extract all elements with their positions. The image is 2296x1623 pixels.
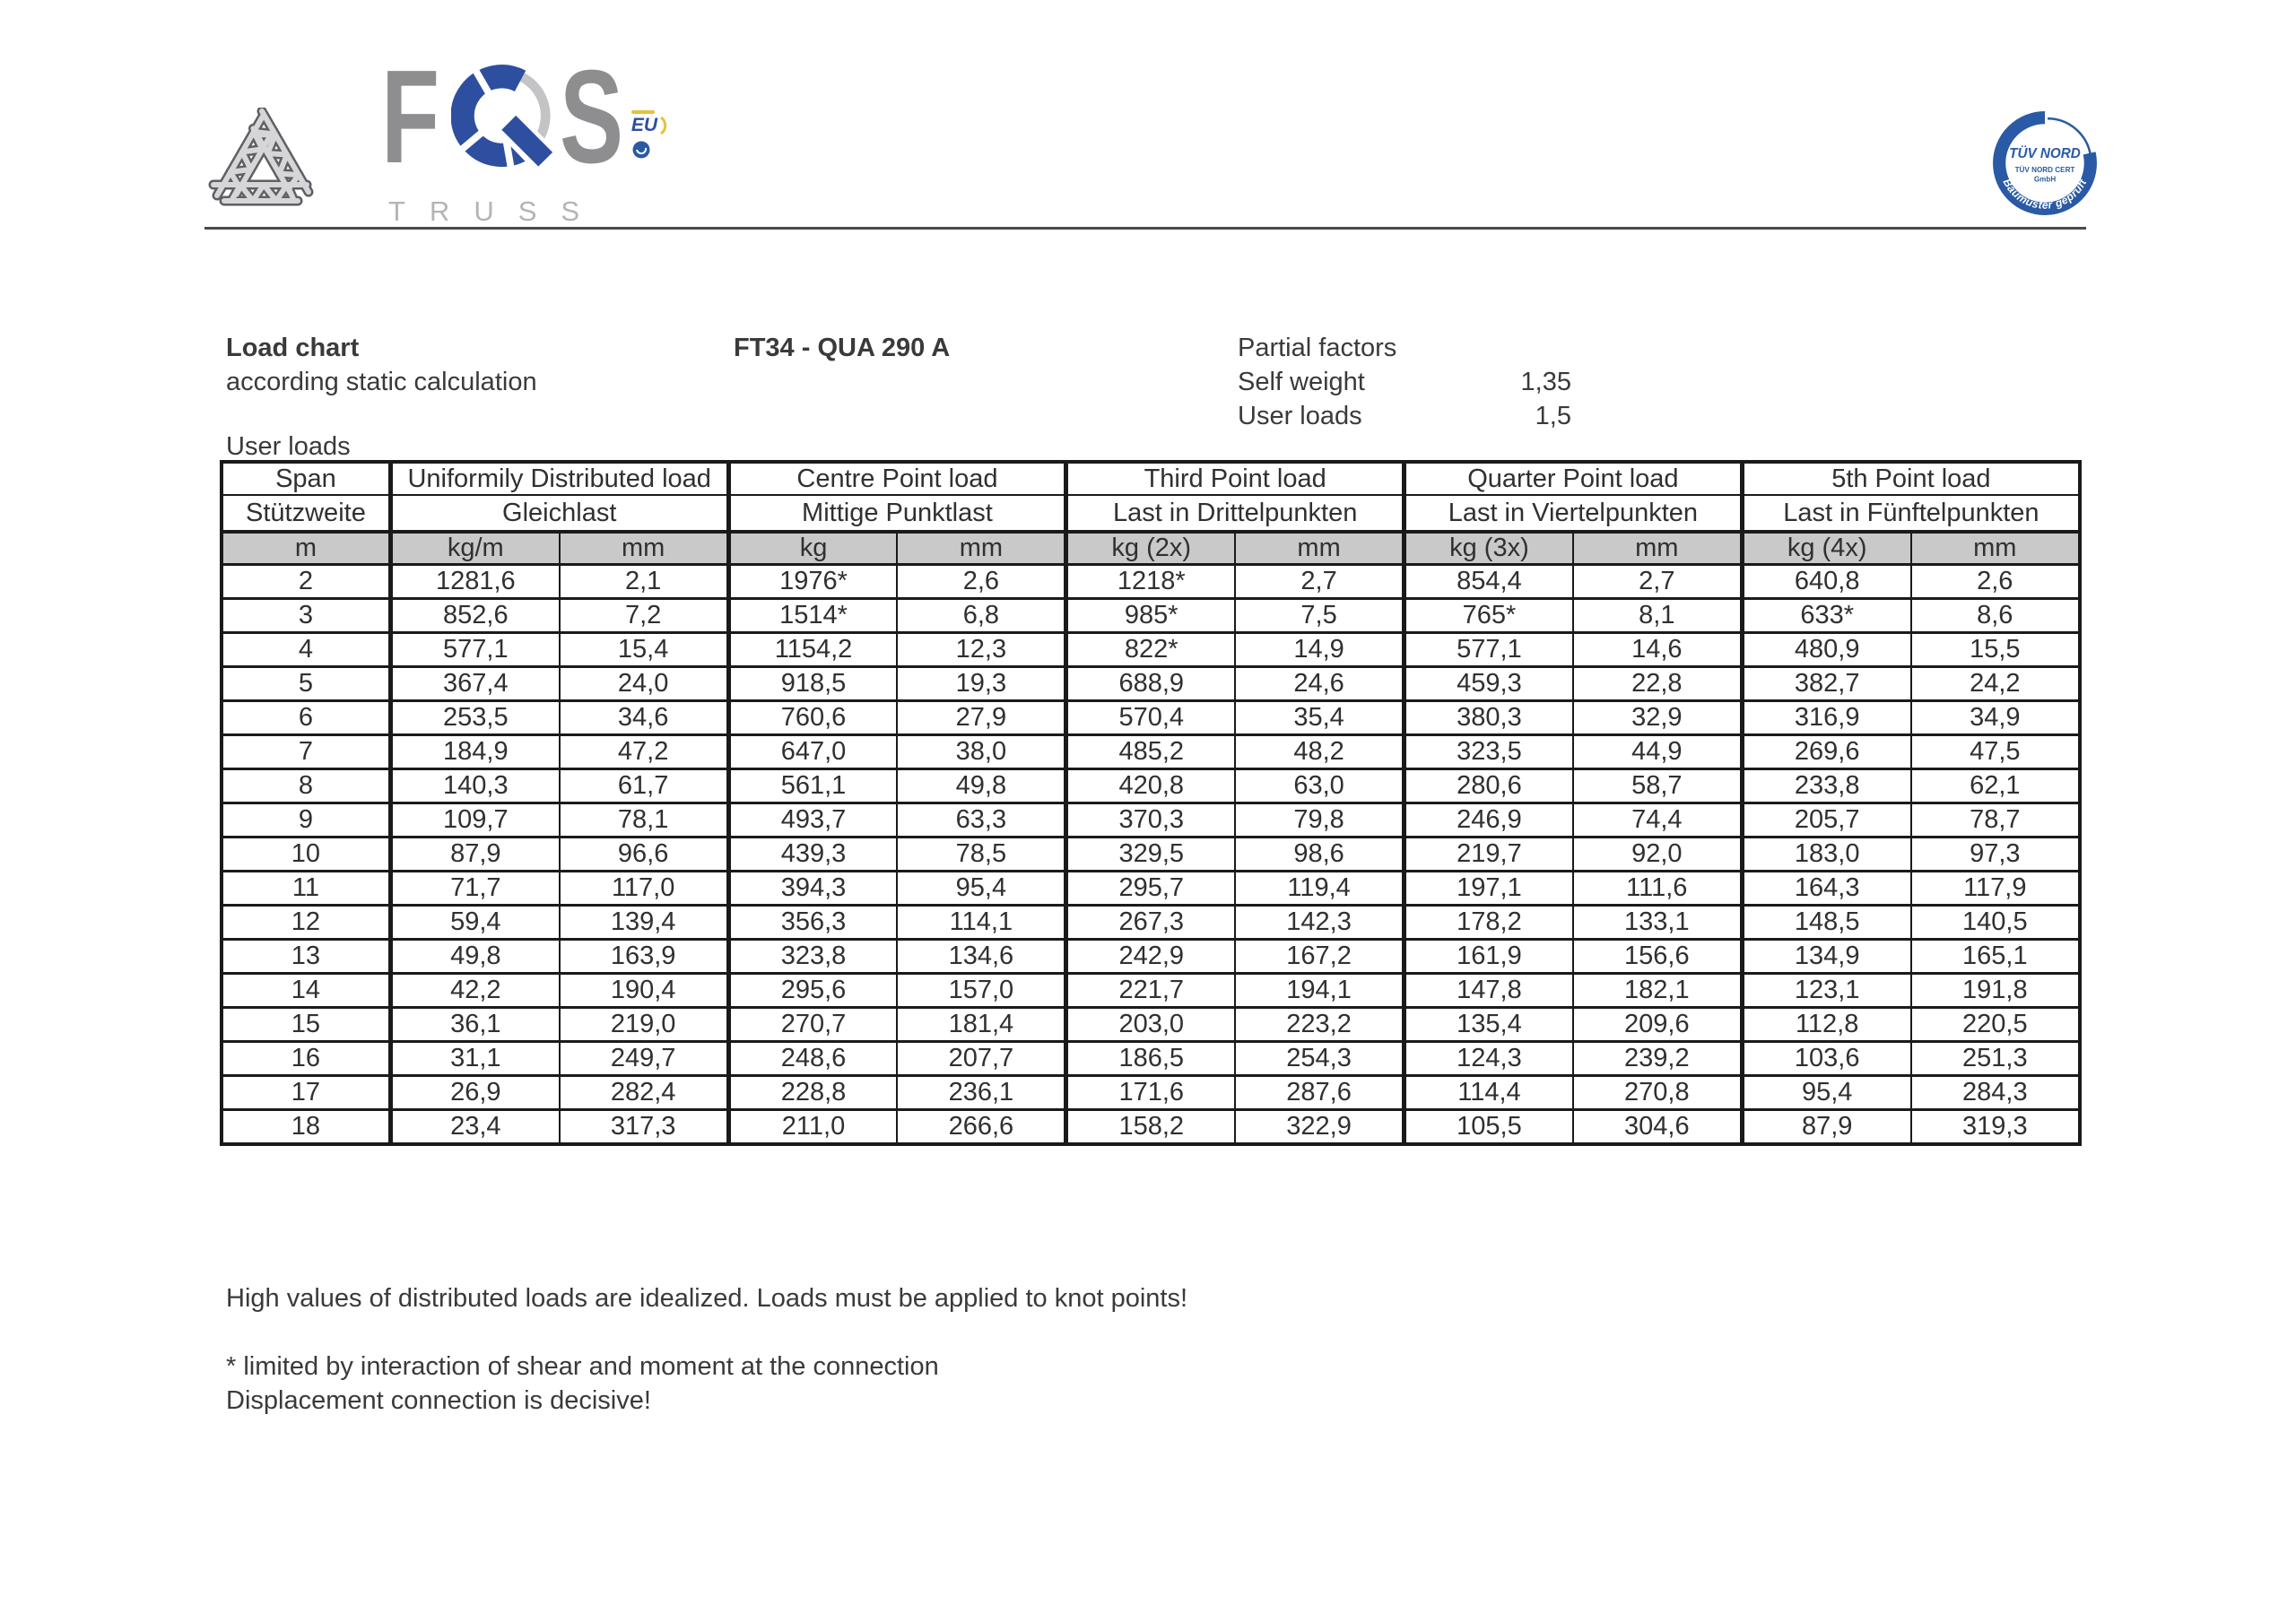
table-cell: 27,9	[897, 701, 1065, 735]
table-cell: 2,6	[897, 565, 1065, 599]
load-chart-table	[220, 460, 2082, 1146]
table-row	[222, 1008, 2080, 1042]
table-row	[222, 872, 2080, 906]
fqs-q-ring-icon	[451, 58, 558, 177]
table-cell: 63,3	[897, 803, 1065, 838]
column-group-label-en: Uniformily Distributed load	[390, 462, 728, 495]
table-cell: 1154,2	[728, 633, 897, 667]
table-cell: 287,6	[1235, 1076, 1404, 1110]
table-cell: 63,0	[1235, 769, 1404, 803]
table-cell: 178,2	[1405, 906, 1573, 940]
made-in-strip	[631, 110, 655, 114]
table-cell: 167,2	[1235, 940, 1404, 974]
table-cell: 74,4	[1573, 803, 1742, 838]
table-cell: 12,3	[897, 633, 1065, 667]
table-cell: 640,8	[1742, 565, 1910, 599]
table-cell: 295,6	[728, 974, 897, 1008]
table-cell: 105,5	[1405, 1110, 1573, 1144]
table-cell: 17	[222, 1076, 390, 1110]
note-idealized: High values of distributed loads are idealized. Loads must be applied to knot points!	[226, 1284, 1188, 1313]
table-cell: 15	[222, 1008, 390, 1042]
table-cell: 197,1	[1405, 872, 1573, 906]
table-cell: 688,9	[1066, 667, 1235, 701]
table-cell: 284,3	[1911, 1076, 2080, 1110]
header-divider	[204, 227, 2086, 230]
table-cell: 3	[222, 599, 390, 633]
tuv-badge-cert: TÜV NORD CERT	[2014, 166, 2075, 175]
table-cell: 221,7	[1066, 974, 1235, 1008]
table-cell: 223,2	[1235, 1008, 1404, 1042]
table-cell: 323,5	[1405, 735, 1573, 769]
table-cell: 164,3	[1742, 872, 1910, 906]
table-cell: 16	[222, 1042, 390, 1076]
table-cell: 13	[222, 940, 390, 974]
column-group-label-de: Stützweite	[222, 495, 390, 532]
table-cell: 577,1	[1405, 633, 1573, 667]
table-cell: 219,0	[560, 1008, 728, 1042]
table-row	[222, 1110, 2080, 1144]
column-unit-label: m	[222, 532, 390, 565]
table-cell: 31,1	[390, 1042, 559, 1076]
table-cell: 133,1	[1573, 906, 1742, 940]
column-unit-label: kg	[728, 532, 897, 565]
table-cell: 577,1	[390, 633, 559, 667]
table-cell: 246,9	[1405, 803, 1573, 838]
table-cell: 459,3	[1405, 667, 1573, 701]
table-cell: 96,6	[560, 838, 728, 872]
table-cell: 117,0	[560, 872, 728, 906]
table-cell: 163,9	[560, 940, 728, 974]
table-cell: 148,5	[1742, 906, 1910, 940]
table-cell: 134,9	[1742, 940, 1910, 974]
table-cell: 14,9	[1235, 633, 1404, 667]
table-cell: 123,1	[1742, 974, 1910, 1008]
table-cell: 1281,6	[390, 565, 559, 599]
table-cell: 561,1	[728, 769, 897, 803]
user-loads-value: 1,5	[1535, 402, 1571, 430]
table-cell: 239,2	[1573, 1042, 1742, 1076]
table-cell: 48,2	[1235, 735, 1404, 769]
note-asterisk: * limited by interaction of shear and moment at the connection	[226, 1352, 939, 1381]
column-group-label-de: Gleichlast	[390, 495, 728, 532]
table-cell: 382,7	[1742, 667, 1910, 701]
table-cell: 1514*	[728, 599, 897, 633]
table-row	[222, 735, 2080, 769]
column-group-label-de: Last in Fünftelpunkten	[1742, 495, 2080, 532]
table-cell: 24,0	[560, 667, 728, 701]
table-cell: 158,2	[1066, 1110, 1235, 1144]
table-cell: 317,3	[560, 1110, 728, 1144]
table-header-row-en	[222, 462, 2080, 495]
table-cell: 380,3	[1405, 701, 1573, 735]
page-subtitle: according static calculation	[226, 368, 537, 396]
column-group-label-de: Mittige Punktlast	[728, 495, 1066, 532]
table-cell: 190,4	[560, 974, 728, 1008]
table-cell: 182,1	[1573, 974, 1742, 1008]
table-cell: 112,8	[1742, 1008, 1910, 1042]
table-cell: 251,3	[1911, 1042, 2080, 1076]
table-cell: 142,3	[1235, 906, 1404, 940]
table-row	[222, 974, 2080, 1008]
table-cell: 36,1	[390, 1008, 559, 1042]
fqs-truss-logo	[381, 43, 668, 227]
table-cell: 23,4	[390, 1110, 559, 1144]
table-cell: 322,9	[1235, 1110, 1404, 1144]
table-cell: 124,3	[1405, 1042, 1573, 1076]
table-cell: 233,8	[1742, 769, 1910, 803]
table-cell: 7,5	[1235, 599, 1404, 633]
table-cell: 34,9	[1911, 701, 2080, 735]
table-cell: 269,6	[1742, 735, 1910, 769]
table-cell: 367,4	[390, 667, 559, 701]
table-cell: 117,9	[1911, 872, 2080, 906]
table-cell: 49,8	[897, 769, 1065, 803]
column-group-label-de: Last in Drittelpunkten	[1066, 495, 1405, 532]
table-cell: 323,8	[728, 940, 897, 974]
table-cell: 32,9	[1573, 701, 1742, 735]
table-row	[222, 667, 2080, 701]
table-cell: 42,2	[390, 974, 559, 1008]
table-cell: 92,0	[1573, 838, 1742, 872]
table-cell: 114,1	[897, 906, 1065, 940]
table-header-row-de	[222, 495, 2080, 532]
column-group-label-en: Quarter Point load	[1405, 462, 1743, 495]
table-cell: 47,5	[1911, 735, 2080, 769]
table-cell: 44,9	[1573, 735, 1742, 769]
table-cell: 161,9	[1405, 940, 1573, 974]
self-weight-value: 1,35	[1520, 368, 1571, 396]
table-cell: 1976*	[728, 565, 897, 599]
table-cell: 8,6	[1911, 599, 2080, 633]
table-cell: 633*	[1742, 599, 1910, 633]
table-cell: 140,5	[1911, 906, 2080, 940]
table-row	[222, 599, 2080, 633]
column-group-label-en: Centre Point load	[728, 462, 1066, 495]
table-cell: 280,6	[1405, 769, 1573, 803]
column-unit-label: mm	[1235, 532, 1404, 565]
table-cell: 282,4	[560, 1076, 728, 1110]
table-cell: 219,7	[1405, 838, 1573, 872]
table-cell: 62,1	[1911, 769, 2080, 803]
table-row	[222, 1042, 2080, 1076]
column-unit-label: kg/m	[390, 532, 559, 565]
table-cell: 1218*	[1066, 565, 1235, 599]
table-cell: 22,8	[1573, 667, 1742, 701]
table-cell: 319,3	[1911, 1110, 2080, 1144]
eu-crescent-icon	[659, 116, 668, 135]
table-cell: 207,7	[897, 1042, 1065, 1076]
table-cell: 114,4	[1405, 1076, 1573, 1110]
note-displacement: Displacement connection is decisive!	[226, 1386, 651, 1415]
table-cell: 194,1	[1235, 974, 1404, 1008]
table-cell: 140,3	[390, 769, 559, 803]
eu-label: EU	[631, 115, 657, 135]
table-row	[222, 701, 2080, 735]
table-cell: 6	[222, 701, 390, 735]
table-cell: 135,4	[1405, 1008, 1573, 1042]
column-unit-label: mm	[1573, 532, 1742, 565]
column-group-label-en: Span	[222, 462, 390, 495]
table-row	[222, 803, 2080, 838]
table-cell: 95,4	[897, 872, 1065, 906]
table-cell: 111,6	[1573, 872, 1742, 906]
table-cell: 8	[222, 769, 390, 803]
table-cell: 47,2	[560, 735, 728, 769]
table-cell: 270,8	[1573, 1076, 1742, 1110]
table-cell: 220,5	[1911, 1008, 2080, 1042]
product-code: FT34 - QUA 290 A	[734, 334, 951, 362]
tuv-nord-badge-icon	[1991, 109, 2099, 217]
table-cell: 242,9	[1066, 940, 1235, 974]
table-cell: 7	[222, 735, 390, 769]
truss-triangle-logo-icon	[203, 108, 323, 217]
eu-mini-badge-icon	[631, 140, 651, 160]
table-cell: 103,6	[1742, 1042, 1910, 1076]
table-cell: 24,6	[1235, 667, 1404, 701]
page-title: Load chart	[226, 334, 360, 362]
table-row	[222, 633, 2080, 667]
table-cell: 248,6	[728, 1042, 897, 1076]
table-cell: 165,1	[1911, 940, 2080, 974]
table-row	[222, 940, 2080, 974]
table-row	[222, 906, 2080, 940]
table-cell: 647,0	[728, 735, 897, 769]
column-unit-label: mm	[560, 532, 728, 565]
table-cell: 203,0	[1066, 1008, 1235, 1042]
table-cell: 316,9	[1742, 701, 1910, 735]
table-cell: 38,0	[897, 735, 1065, 769]
table-cell: 918,5	[728, 667, 897, 701]
table-cell: 14	[222, 974, 390, 1008]
tuv-badge-title: TÜV NORD	[2009, 145, 2081, 161]
table-cell: 98,6	[1235, 838, 1404, 872]
table-cell: 78,1	[560, 803, 728, 838]
table-cell: 7,2	[560, 599, 728, 633]
table-cell: 34,6	[560, 701, 728, 735]
table-cell: 186,5	[1066, 1042, 1235, 1076]
table-cell: 209,6	[1573, 1008, 1742, 1042]
table-cell: 854,4	[1405, 565, 1573, 599]
column-unit-label: kg (4x)	[1742, 532, 1910, 565]
table-cell: 49,8	[390, 940, 559, 974]
table-row	[222, 1076, 2080, 1110]
table-cell: 87,9	[1742, 1110, 1910, 1144]
table-cell: 270,7	[728, 1008, 897, 1042]
column-unit-label: kg (3x)	[1405, 532, 1573, 565]
table-cell: 97,3	[1911, 838, 2080, 872]
column-group-label-de: Last in Viertelpunkten	[1405, 495, 1743, 532]
table-cell: 61,7	[560, 769, 728, 803]
user-loads-label: User loads	[1238, 402, 1362, 430]
table-cell: 211,0	[728, 1110, 897, 1144]
table-cell: 2,6	[1911, 565, 2080, 599]
truss-wordmark: TRUSS	[388, 195, 604, 227]
column-unit-label: mm	[1911, 532, 2080, 565]
table-cell: 329,5	[1066, 838, 1235, 872]
table-cell: 205,7	[1742, 803, 1910, 838]
table-body	[222, 565, 2080, 1144]
column-unit-label: mm	[897, 532, 1065, 565]
table-cell: 71,7	[390, 872, 559, 906]
table-cell: 156,6	[1573, 940, 1742, 974]
table-cell: 6,8	[897, 599, 1065, 633]
table-cell: 2,1	[560, 565, 728, 599]
table-cell: 109,7	[390, 803, 559, 838]
table-cell: 119,4	[1235, 872, 1404, 906]
table-cell: 78,7	[1911, 803, 2080, 838]
table-cell: 15,4	[560, 633, 728, 667]
table-cell: 493,7	[728, 803, 897, 838]
table-cell: 157,0	[897, 974, 1065, 1008]
table-cell: 370,3	[1066, 803, 1235, 838]
table-cell: 26,9	[390, 1076, 559, 1110]
table-cell: 420,8	[1066, 769, 1235, 803]
table-cell: 485,2	[1066, 735, 1235, 769]
table-cell: 267,3	[1066, 906, 1235, 940]
table-cell: 304,6	[1573, 1110, 1742, 1144]
table-cell: 480,9	[1742, 633, 1910, 667]
table-cell: 9	[222, 803, 390, 838]
table-row	[222, 565, 2080, 599]
table-cell: 147,8	[1405, 974, 1573, 1008]
table-cell: 139,4	[560, 906, 728, 940]
table-cell: 765*	[1405, 599, 1573, 633]
table-cell: 2	[222, 565, 390, 599]
table-cell: 59,4	[390, 906, 559, 940]
table-cell: 236,1	[897, 1076, 1065, 1110]
tuv-badge-curved-text: Baumuster geprüft	[2000, 176, 2090, 212]
table-cell: 15,5	[1911, 633, 2080, 667]
table-cell: 2,7	[1235, 565, 1404, 599]
table-cell: 18	[222, 1110, 390, 1144]
table-cell: 394,3	[728, 872, 897, 906]
table-cell: 2,7	[1573, 565, 1742, 599]
table-cell: 191,8	[1911, 974, 2080, 1008]
table-cell: 253,5	[390, 701, 559, 735]
table-cell: 95,4	[1742, 1076, 1910, 1110]
table-cell: 254,3	[1235, 1042, 1404, 1076]
fqs-letter-s: S	[559, 43, 623, 191]
table-cell: 87,9	[390, 838, 559, 872]
table-cell: 78,5	[897, 838, 1065, 872]
table-cell: 295,7	[1066, 872, 1235, 906]
column-unit-label: kg (2x)	[1066, 532, 1235, 565]
table-cell: 10	[222, 838, 390, 872]
table-cell: 356,3	[728, 906, 897, 940]
table-cell: 439,3	[728, 838, 897, 872]
table-cell: 822*	[1066, 633, 1235, 667]
self-weight-label: Self weight	[1238, 368, 1365, 396]
table-units-row	[222, 532, 2080, 565]
column-group-label-en: Third Point load	[1066, 462, 1405, 495]
table-cell: 985*	[1066, 599, 1235, 633]
table-cell: 570,4	[1066, 701, 1235, 735]
fqs-letter-f: F	[381, 43, 440, 191]
table-cell: 35,4	[1235, 701, 1404, 735]
table-cell: 760,6	[728, 701, 897, 735]
table-cell: 24,2	[1911, 667, 2080, 701]
column-group-label-en: 5th Point load	[1742, 462, 2080, 495]
table-cell: 228,8	[728, 1076, 897, 1110]
table-row	[222, 838, 2080, 872]
table-caption: User loads	[226, 432, 351, 461]
table-cell: 181,4	[897, 1008, 1065, 1042]
table-cell: 8,1	[1573, 599, 1742, 633]
table-cell: 4	[222, 633, 390, 667]
table-cell: 5	[222, 667, 390, 701]
table-cell: 183,0	[1742, 838, 1910, 872]
table-cell: 58,7	[1573, 769, 1742, 803]
table-cell: 266,6	[897, 1110, 1065, 1144]
table-cell: 11	[222, 872, 390, 906]
table-cell: 184,9	[390, 735, 559, 769]
table-cell: 14,6	[1573, 633, 1742, 667]
table-cell: 79,8	[1235, 803, 1404, 838]
table-cell: 171,6	[1066, 1076, 1235, 1110]
table-cell: 12	[222, 906, 390, 940]
table-cell: 134,6	[897, 940, 1065, 974]
table-cell: 19,3	[897, 667, 1065, 701]
eu-mark	[631, 110, 668, 160]
table-row	[222, 769, 2080, 803]
tuv-badge-gmbh: GmbH	[2033, 175, 2057, 184]
table-cell: 249,7	[560, 1042, 728, 1076]
table-cell: 852,6	[390, 599, 559, 633]
partial-factors-label: Partial factors	[1238, 334, 1397, 362]
